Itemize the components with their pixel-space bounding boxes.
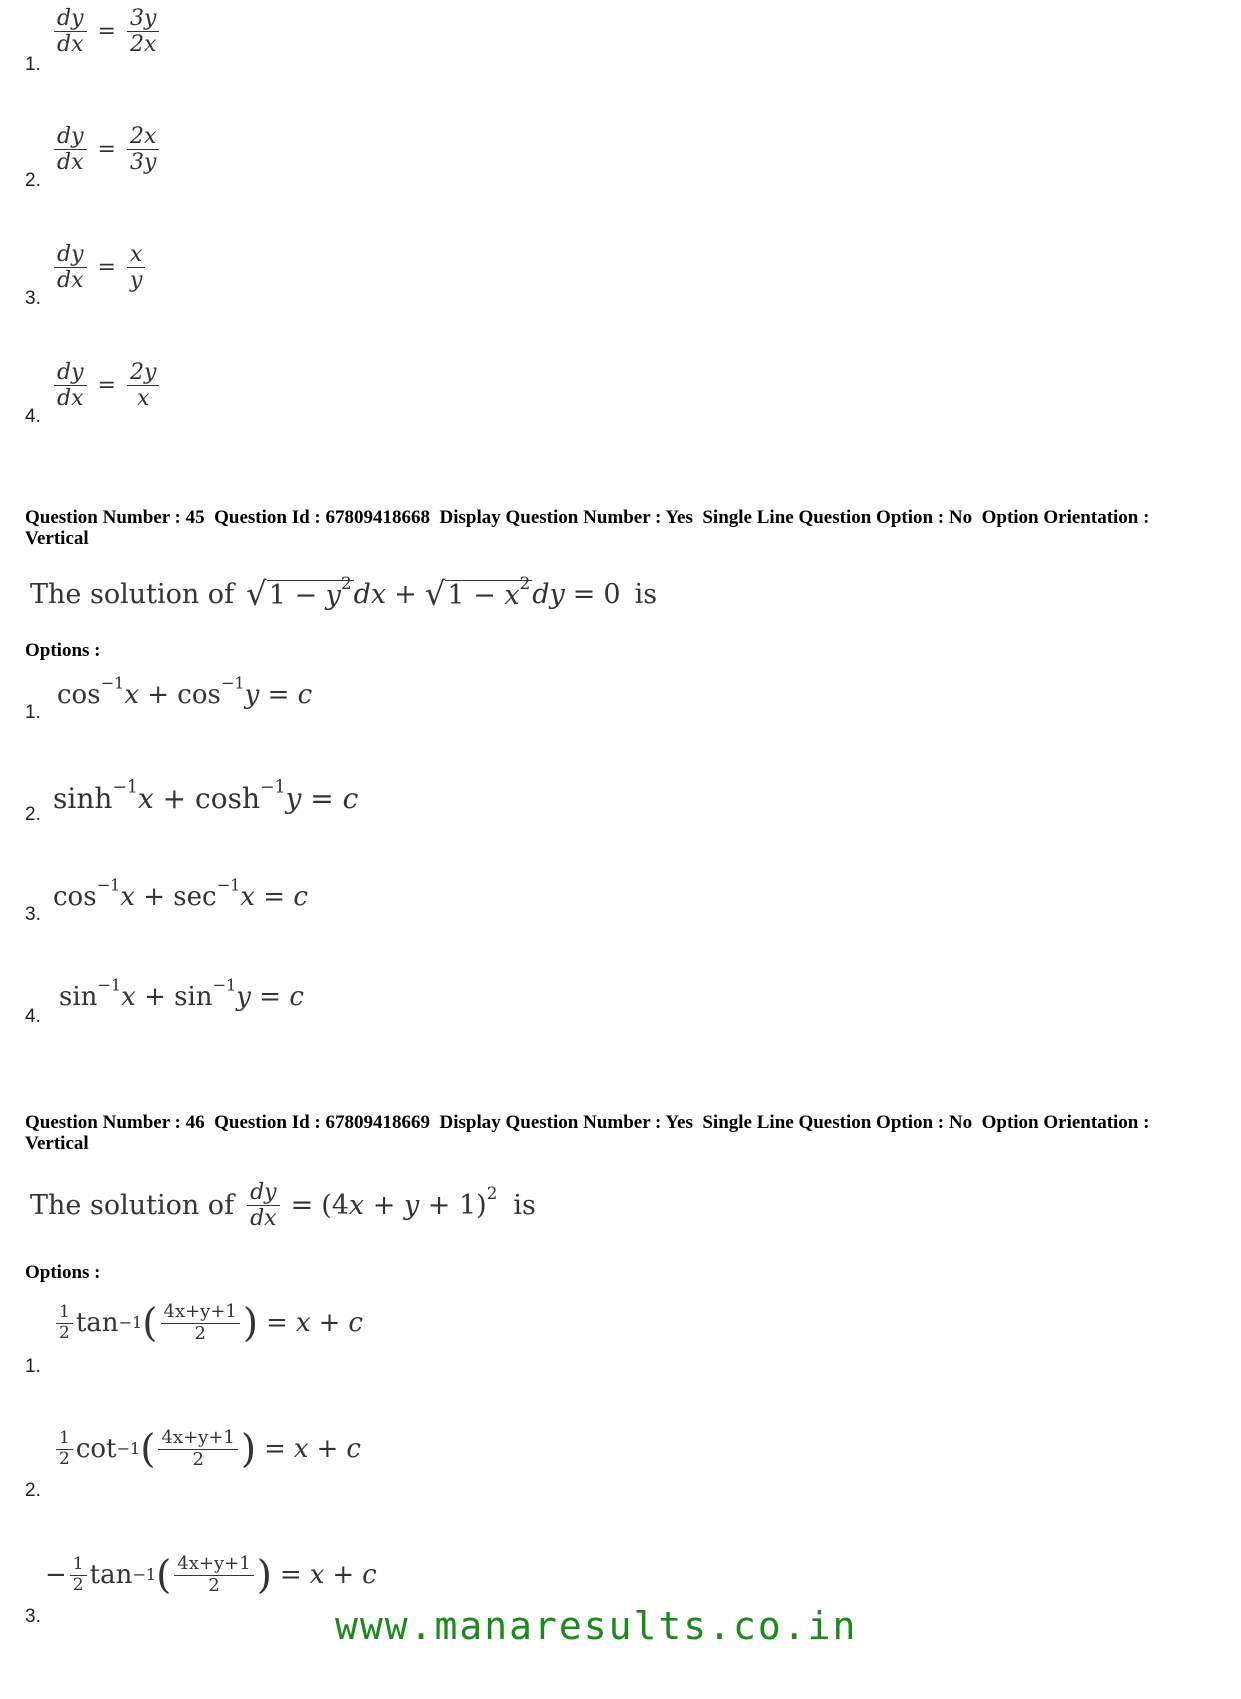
option-number: 3.	[25, 904, 41, 925]
option-number: 2.	[25, 804, 41, 825]
option-equation: $\frac{1}{2}$ cot −1 ( $\frac{4x+y+1}{2}$ ) = x + c	[53, 1428, 361, 1470]
option-number: 3.	[25, 288, 41, 309]
option-equation: $\frac{dy}{dx}$ = $\frac{2x}{3y}$	[51, 124, 162, 176]
question-45-meta: Question Number : 45 Question Id : 67809418668 Display Question Number : Yes Single Line Question Option : No Option Orientation : Vertical	[25, 507, 1154, 549]
option-number: 1.	[25, 702, 41, 723]
option-number: 1.	[25, 54, 41, 75]
option-number: 1.	[25, 1356, 41, 1377]
option-equation: $\cos^{-1}x + \cos^{-1}y = c$	[57, 673, 313, 710]
option-equation: $\cos^{-1}x + \sec^{-1}x = c$	[53, 875, 308, 912]
option-equation: $\frac{dy}{dx}$ = $\frac{2y}{x}$	[51, 360, 162, 412]
option-number: 2.	[25, 1480, 41, 1501]
question-45-text: The solution of √ $1 - y^2$ dx + √ $1 - x^2$ dy = 0 is	[30, 572, 658, 613]
option-equation: $\frac{1}{2}$ tan −1 ( $\frac{4x+y+1}{2}$ ) = x + c	[53, 1302, 363, 1344]
option-equation: $\sinh^{-1}x + \cosh^{-1}y = c$	[53, 777, 359, 815]
option-equation: $\frac{dy}{dx}$ = $\frac{3y}{2x}$	[51, 6, 162, 58]
option-number: 3.	[25, 1606, 41, 1627]
option-equation: − $\frac{1}{2}$ tan −1 ( $\frac{4x+y+1}{2}$ ) = x + c	[45, 1552, 377, 1598]
option-number: 4.	[25, 1006, 41, 1027]
question-46-meta: Question Number : 46 Question Id : 67809418669 Display Question Number : Yes Single Line Question Option : No Option Orientation : Vertical	[25, 1112, 1154, 1154]
question-46-text: The solution of $\frac{dy}{dx}$ = $(4x + y + 1)^2$ is	[30, 1180, 536, 1232]
option-number: 2.	[25, 170, 41, 191]
options-label: Options :	[25, 1262, 101, 1283]
option-number: 4.	[25, 406, 41, 427]
option-equation: $\sin^{-1}x + \sin^{-1}y = c$	[59, 975, 304, 1012]
options-label: Options :	[25, 640, 101, 661]
watermark: www.manaresults.co.in	[335, 1604, 858, 1648]
option-equation: $\frac{dy}{dx}$ = $\frac{x}{y}$	[51, 242, 148, 294]
